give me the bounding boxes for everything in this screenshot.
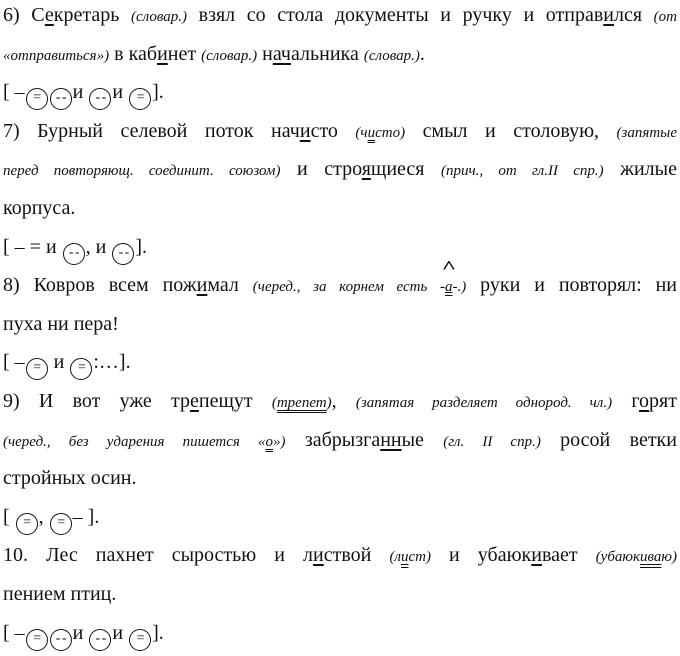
text-line: [3, 463, 677, 502]
circled-sentence-member: =: [26, 629, 48, 651]
underlined-letter: и: [197, 274, 208, 296]
text: пещут: [199, 390, 272, 412]
text: росой ветки: [541, 429, 677, 451]
annotation-note: (запятая разделяет однород. чл.): [356, 395, 612, 411]
text: забрызга: [285, 429, 380, 451]
circled-sentence-member: - -: [89, 629, 111, 651]
text: 8) Ковров всем пож: [3, 274, 197, 296]
text: 6) С: [3, 4, 45, 26]
text: ,: [332, 390, 356, 412]
text: кретарь: [54, 4, 131, 26]
text-line: [3, 39, 677, 78]
text: 10. Лес пахнет сыростью и л: [3, 544, 313, 566]
text: жилые: [604, 158, 677, 180]
text: пуха ни пера!: [3, 313, 119, 335]
text: руки и повторял: ни: [466, 274, 677, 296]
text: , и: [86, 236, 112, 258]
underlined-letter: и: [300, 120, 311, 142]
text-line: [3, 77, 677, 116]
text: .: [420, 43, 425, 65]
text-line: [3, 618, 677, 656]
note-underlined-letter: трепет: [277, 395, 327, 411]
underlined-letter: о: [639, 390, 649, 412]
annotation-note: »): [273, 434, 286, 450]
text-line: [3, 347, 677, 386]
circled-sentence-member: =: [16, 513, 38, 535]
circled-sentence-member: - -: [50, 629, 72, 651]
annotation-note: (запятые: [617, 125, 677, 141]
text: ствой: [324, 544, 390, 566]
text: н: [257, 43, 273, 65]
text: – ].: [73, 506, 100, 528]
text: щиеся: [371, 158, 441, 180]
text: 7) Бурный селевой поток нач: [3, 120, 300, 142]
text: ,: [39, 506, 49, 528]
underlined-letter: е: [45, 4, 54, 26]
underlined-letter: и: [157, 43, 168, 65]
annotation-note: (убаюк: [596, 549, 640, 565]
text: [ –: [3, 351, 25, 373]
text-line: [3, 540, 677, 579]
circled-sentence-member: =: [129, 88, 151, 110]
text: корпуса.: [3, 197, 75, 219]
text: сто: [311, 120, 356, 142]
text: ].: [152, 81, 164, 103]
circled-sentence-member: =: [70, 358, 92, 380]
text: смыл и столовую,: [405, 120, 616, 142]
text-line: [3, 502, 677, 541]
text: стройных осин.: [3, 467, 137, 489]
annotation-note: (л: [389, 549, 401, 565]
annotation-note: ст): [408, 549, 431, 565]
annotation-note: (гл. II спр.): [443, 434, 541, 450]
text: нет: [168, 43, 201, 65]
circled-sentence-member: =: [50, 513, 72, 535]
text: рят: [649, 390, 677, 412]
text-line: [3, 309, 677, 348]
text: и: [73, 622, 89, 644]
annotation-note: ): [327, 395, 332, 411]
text: [ –: [3, 622, 25, 644]
underlined-letter: е: [190, 390, 199, 412]
underlined-letter: нн: [380, 429, 401, 451]
annotation-note: (от: [654, 9, 677, 25]
annotation-note: перед повторяющ. соединит. союзом): [3, 163, 280, 179]
exercise-document: [3, 0, 677, 656]
circled-sentence-member: - -: [112, 243, 134, 265]
text-line: [3, 193, 677, 232]
text-line: [3, 232, 677, 271]
text: :…].: [93, 351, 130, 373]
annotation-note: (ч: [355, 125, 367, 141]
text: [: [3, 506, 15, 528]
text: и: [49, 351, 70, 373]
text-line: [3, 579, 677, 618]
note-underlined-letter: и: [368, 125, 376, 141]
underlined-letter: и: [531, 544, 542, 566]
underlined-letter: и: [313, 544, 324, 566]
circled-sentence-member: - -: [50, 88, 72, 110]
text: [ –: [3, 81, 25, 103]
note-underlined-letter: и: [401, 549, 409, 565]
text: мал: [207, 274, 252, 296]
text: лся: [614, 4, 654, 26]
annotation-note: «отправиться»): [3, 48, 109, 64]
text: и: [112, 622, 128, 644]
annotation-note: (словар.): [201, 48, 257, 64]
text: ые: [402, 429, 444, 451]
text: пением птиц.: [3, 583, 116, 605]
underlined-letter: и: [603, 4, 614, 26]
text: в каб: [109, 43, 157, 65]
annotation-note: сто): [375, 125, 405, 141]
suffix-mark: ^ а: [445, 272, 453, 302]
text: взял со стола документы и ручку и отправ: [187, 4, 603, 26]
text: и стро: [280, 158, 361, 180]
annotation-note: (словар.): [131, 9, 187, 25]
text-line: [3, 386, 677, 425]
text-line: [3, 270, 677, 309]
text-line: [3, 0, 677, 39]
circled-sentence-member: - -: [63, 243, 85, 265]
circled-sentence-member: =: [129, 629, 151, 651]
text-line: [3, 116, 677, 155]
circled-sentence-member: =: [26, 358, 48, 380]
underlined-letter: ач: [273, 43, 291, 65]
circled-sentence-member: - -: [89, 88, 111, 110]
text-line: [3, 154, 677, 193]
annotation-note: (черед., без ударения пишется «: [3, 434, 265, 450]
note-underlined-letter: ива: [640, 549, 661, 565]
text: ].: [152, 622, 164, 644]
annotation-note: (черед., за корнем есть -: [253, 279, 445, 295]
text: 9) И вот уже тр: [3, 390, 190, 412]
annotation-note: (прич., от гл.II спр.): [441, 163, 604, 179]
text: и: [112, 81, 128, 103]
text: и убаюк: [431, 544, 531, 566]
note-underlined-letter: о: [265, 434, 273, 450]
annotation-note: (словар.): [364, 48, 420, 64]
text: альника: [291, 43, 364, 65]
text: [ – = и: [3, 236, 62, 258]
underlined-letter: я: [362, 158, 371, 180]
text: и: [73, 81, 89, 103]
text: ].: [135, 236, 147, 258]
text: вает: [542, 544, 596, 566]
text: г: [612, 390, 639, 412]
annotation-note: -.): [452, 279, 466, 295]
text-line: [3, 425, 677, 464]
annotation-note: ю): [661, 549, 677, 565]
annotation-note: (: [272, 395, 277, 411]
circled-sentence-member: =: [26, 88, 48, 110]
